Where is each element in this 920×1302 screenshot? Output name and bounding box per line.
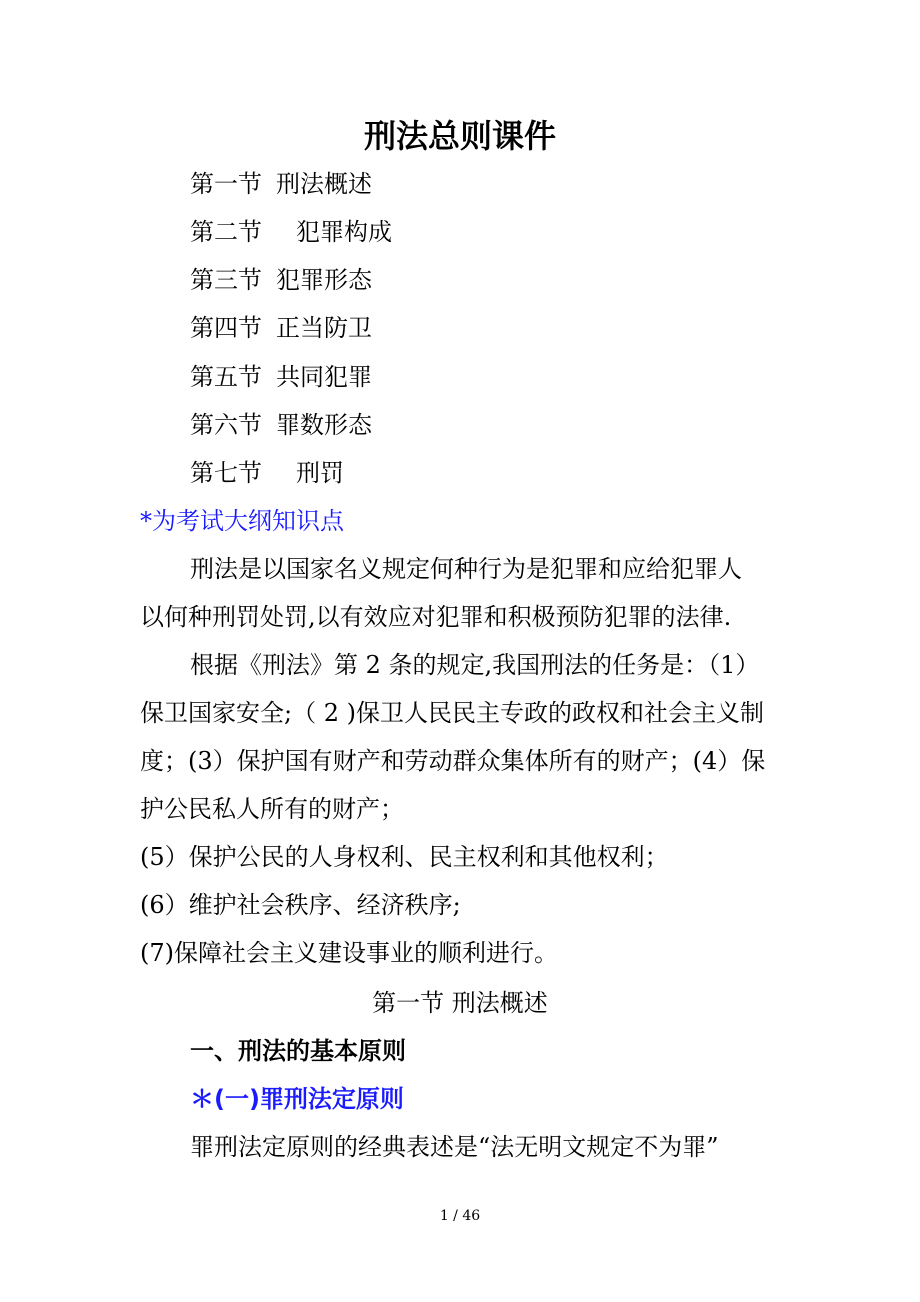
toc-number: 第六节 [190, 411, 262, 439]
definition-line-2: 以何种刑罚处罚,以有效应对犯罪和积极预防犯罪的法律. [140, 603, 732, 631]
section-heading: 第一节 刑法概述 [372, 989, 548, 1017]
definition-line-1: 刑法是以国家名义规定何种行为是犯罪和应给犯罪人 [190, 555, 742, 583]
principle-heading: ＊(一)罪刑法定原则 [190, 1085, 404, 1113]
toc-item-3 [190, 260, 372, 300]
toc-number: 第四节 [190, 314, 262, 342]
tasks-line-6: (6）维护社会秩序、经济秩序; [140, 891, 461, 919]
tasks-line-1: 根据《刑法》第 2 条的规定,我国刑法的任务是：（1） [190, 651, 760, 679]
toc-number: 第七节 [190, 459, 262, 487]
toc-name: 罪数形态 [276, 411, 372, 439]
toc-number: 第一节 [190, 170, 262, 198]
toc-number: 第二节 [190, 218, 262, 246]
subsection-heading: 一、刑法的基本原则 [190, 1037, 406, 1065]
page-number: 1 / 46 [439, 1208, 481, 1224]
toc-item-7 [190, 453, 344, 493]
toc-item-5 [190, 357, 372, 397]
tasks-line-4: 护公民私人所有的财产； [140, 795, 404, 823]
tasks-line-3: 度；(3）保护国有财产和劳动群众集体所有的财产；(4）保 [140, 747, 766, 775]
tasks-line-5: (5）保护公民的人身权利、民主权利和其他权利； [140, 843, 669, 871]
exam-note: *为考试大纲知识点 [140, 507, 344, 535]
toc-name: 正当防卫 [276, 314, 372, 342]
toc-name: 犯罪形态 [276, 266, 372, 294]
toc-name: 刑法概述 [276, 170, 372, 198]
toc-name: 刑罚 [296, 459, 344, 487]
toc-item-2 [190, 212, 392, 252]
toc-item-4 [190, 308, 372, 348]
tasks-line-7: (7)保障社会主义建设事业的顺利进行。 [140, 939, 558, 967]
toc-number: 第五节 [190, 363, 262, 391]
toc-name: 犯罪构成 [296, 218, 392, 246]
tasks-line-2: 保卫国家安全;（ 2 )保卫人民民主专政的政权和社会主义制 [140, 699, 764, 727]
toc-number: 第三节 [190, 266, 262, 294]
document-title: 刑法总则课件 [363, 117, 556, 155]
toc-item-6 [190, 405, 372, 445]
toc-name: 共同犯罪 [276, 363, 372, 391]
principle-text: 罪刑法定原则的经典表述是“法无明文规定不为罪” [190, 1133, 719, 1161]
toc-item-1 [190, 164, 372, 204]
